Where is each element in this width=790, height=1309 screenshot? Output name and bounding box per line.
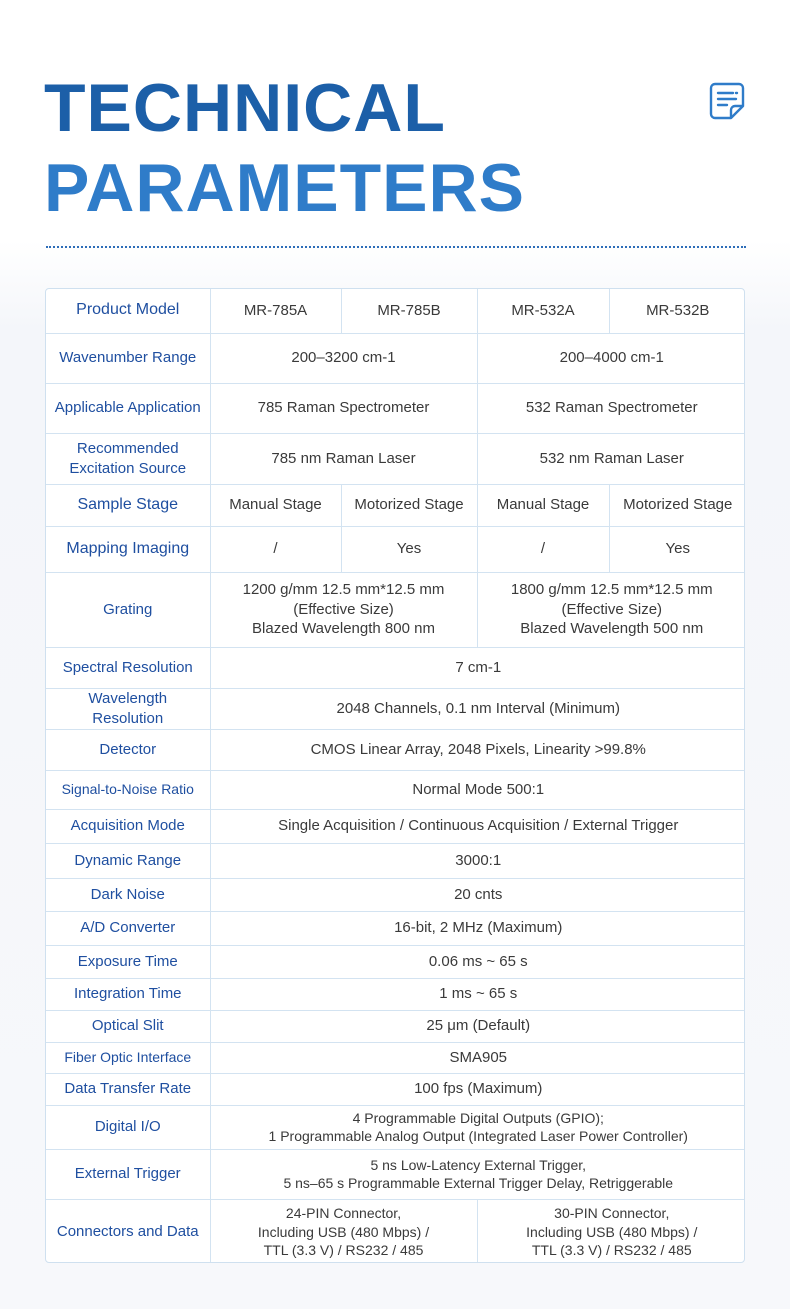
cell-value: 1 ms ~ 65 s: [210, 978, 745, 1010]
cell-line: (Effective Size): [561, 600, 663, 618]
cell-line: 30-PIN Connector,: [554, 1205, 670, 1222]
table-row-grating: [46, 572, 745, 647]
table-row-dynamic-range: [46, 843, 745, 878]
cell-value: 785 Raman Spectrometer: [210, 383, 477, 433]
cell-value: SMA905: [210, 1042, 745, 1073]
cell-value: 16-bit, 2 MHz (Maximum): [210, 911, 745, 945]
row-label: A/D Converter: [46, 911, 210, 945]
cell-value: 7 cm-1: [210, 647, 745, 688]
table-row-product-model: [46, 289, 745, 333]
cell-value: 200–3200 cm-1: [210, 333, 477, 383]
table-row-excitation-source: [46, 433, 745, 484]
table-row-digital-io: [46, 1105, 745, 1149]
cell-value: 200–4000 cm-1: [477, 333, 745, 383]
row-label: Dynamic Range: [46, 843, 210, 878]
cell-value: [210, 1199, 477, 1263]
cell-line: 1200 g/mm 12.5 mm*12.5 mm: [242, 581, 445, 599]
cell-value: [210, 1149, 745, 1199]
cell-value: Yes: [609, 526, 745, 572]
row-label: Dark Noise: [46, 878, 210, 911]
row-label: Product Model: [46, 289, 210, 333]
label-line: Recommended: [76, 440, 179, 457]
row-label: Wavelength Resolution: [46, 688, 210, 729]
table-row-acquisition-mode: [46, 809, 745, 843]
cell-value: Manual Stage: [210, 484, 341, 526]
row-label: Acquisition Mode: [46, 809, 210, 843]
document-list-icon: [709, 82, 745, 120]
table-row-exposure-time: [46, 945, 745, 978]
table-row-wavenumber-range: [46, 333, 745, 383]
cell-value: Single Acquisition / Continuous Acquisition / External Trigger: [210, 809, 745, 843]
cell-line: 5 ns–65 s Programmable External Trigger Delay, Retriggerable: [283, 1175, 674, 1191]
cell-value: Manual Stage: [477, 484, 609, 526]
cell-line: TTL (3.3 V) / RS232 / 485: [531, 1241, 692, 1258]
row-label: Wavenumber Range: [46, 333, 210, 383]
cell-line: Blazed Wavelength 800 nm: [252, 620, 435, 638]
table-row-integration-time: [46, 978, 745, 1010]
cell-value: 532 nm Raman Laser: [477, 433, 745, 484]
cell-value: Motorized Stage: [341, 484, 477, 526]
row-label: Digital I/O: [46, 1105, 210, 1149]
cell-value: Yes: [341, 526, 477, 572]
table-row-snr: [46, 770, 745, 809]
cell-value: Normal Mode 500:1: [210, 770, 745, 809]
cell-value: 785 nm Raman Laser: [210, 433, 477, 484]
table-row-spectral-resolution: [46, 647, 745, 688]
cell-value: MR-785B: [341, 289, 477, 333]
cell-value: 25 μm (Default): [210, 1010, 745, 1042]
dotted-divider: [46, 246, 746, 248]
table-row-dark-noise: [46, 878, 745, 911]
cell-value: CMOS Linear Array, 2048 Pixels, Linearity >99.8%: [210, 729, 745, 770]
cell-value: 2048 Channels, 0.1 nm Interval (Minimum): [210, 688, 745, 729]
table-row-external-trigger: [46, 1149, 745, 1199]
table-row-data-transfer-rate: [46, 1073, 745, 1105]
row-label: [46, 433, 210, 484]
row-label: Detector: [46, 729, 210, 770]
cell-line: 24-PIN Connector,: [285, 1205, 402, 1222]
cell-value: /: [477, 526, 609, 572]
cell-line: 5 ns Low-Latency External Trigger,: [370, 1156, 587, 1173]
cell-value: [210, 1105, 745, 1149]
cell-value: Motorized Stage: [609, 484, 745, 526]
row-label: Grating: [46, 572, 210, 647]
table-row-sample-stage: [46, 484, 745, 526]
label-line: Excitation Source: [69, 459, 187, 477]
row-label: Exposure Time: [46, 945, 210, 978]
page-title: [44, 68, 525, 228]
row-label: Data Transfer Rate: [46, 1073, 210, 1105]
table-row-optical-slit: [46, 1010, 745, 1042]
cell-value: 100 fps (Maximum): [210, 1073, 745, 1105]
table-row-applicable-application: [46, 383, 745, 433]
cell-line: Blazed Wavelength 500 nm: [520, 620, 704, 638]
table-row-mapping-imaging: [46, 526, 745, 572]
cell-value: MR-785A: [210, 289, 341, 333]
row-label: Fiber Optic Interface: [46, 1042, 210, 1073]
cell-line: (Effective Size): [293, 600, 394, 618]
parameters-table: [46, 289, 745, 1263]
cell-value: /: [210, 526, 341, 572]
row-label: Signal-to-Noise Ratio: [46, 770, 210, 809]
cell-value: MR-532A: [477, 289, 609, 333]
table-row-ad-converter: [46, 911, 745, 945]
cell-value: 3000:1: [210, 843, 745, 878]
row-label: Applicable Application: [46, 383, 210, 433]
cell-line: TTL (3.3 V) / RS232 / 485: [263, 1241, 424, 1258]
cell-value: 0.06 ms ~ 65 s: [210, 945, 745, 978]
table-row-fiber-interface: [46, 1042, 745, 1073]
cell-value: [477, 572, 745, 647]
cell-value: MR-532B: [609, 289, 745, 333]
cell-line: 1 Programmable Analog Output (Integrated Laser Power Controller): [268, 1128, 688, 1144]
row-label: Spectral Resolution: [46, 647, 210, 688]
title-line-2: PARAMETERS: [44, 150, 525, 226]
cell-line: 4 Programmable Digital Outputs (GPIO);: [352, 1109, 604, 1126]
cell-value: [210, 572, 477, 647]
row-label: Connectors and Data: [46, 1199, 210, 1263]
row-label: Optical Slit: [46, 1010, 210, 1042]
cell-value: [477, 1199, 745, 1263]
table-row-connectors: [46, 1199, 745, 1263]
table-row-wavelength-resolution: [46, 688, 745, 729]
cell-line: Including USB (480 Mbps) /: [526, 1223, 698, 1240]
title-line-1: TECHNICAL: [44, 70, 446, 146]
table-row-detector: [46, 729, 745, 770]
cell-value: 532 Raman Spectrometer: [477, 383, 745, 433]
cell-line: 1800 g/mm 12.5 mm*12.5 mm: [510, 581, 713, 599]
row-label: Integration Time: [46, 978, 210, 1010]
cell-line: Including USB (480 Mbps) /: [257, 1223, 430, 1240]
row-label: Mapping Imaging: [46, 526, 210, 572]
cell-value: 20 cnts: [210, 878, 745, 911]
row-label: External Trigger: [46, 1149, 210, 1199]
row-label: Sample Stage: [46, 484, 210, 526]
parameters-table-container: [45, 288, 745, 1263]
